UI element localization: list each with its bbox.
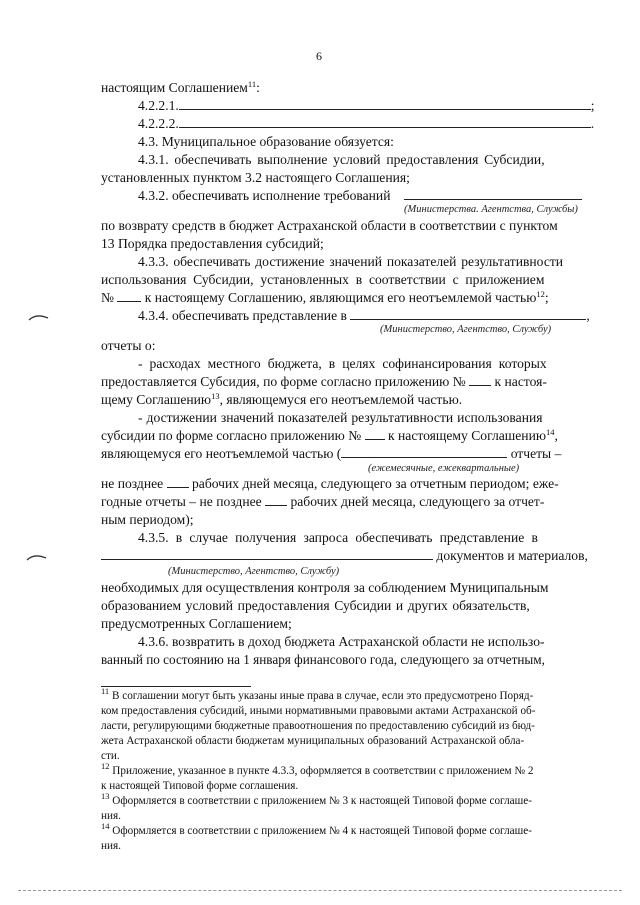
text-line [101,290,549,306]
text: 4.2.2.2. [138,116,179,131]
blank-field [350,308,586,320]
text-line: - достижении значений показателей результативности использования [138,410,543,425]
footnote-line: сти. [101,750,120,762]
footnote-ref: 14 [546,427,555,437]
text-line: 4.3.1. обеспечивать выполнение условий предоставления Субсидии, [138,152,545,167]
text: № [101,290,114,305]
footnote-text: Оформляется в соответствии с приложением № 4 к настоящей Типовой форме соглаше- [112,825,532,837]
text: отчеты – [510,446,562,461]
text: . [590,116,595,131]
scan-mark [28,312,50,322]
text: годные отчеты – не позднее [101,494,262,509]
text: рабочих дней месяца, следующего за отчет- [290,494,545,509]
text-line [101,80,260,96]
text: субсидии по форме согласно приложению № [101,428,362,443]
footnote-separator [101,686,251,687]
text: предоставляется Субсидия, по форме согласно приложению № [101,374,466,389]
text-line: 4.3.3. обеспечивать достижение значений показателей результативности [138,254,564,269]
field-caption: (Министерство, Агентство, Службу) [168,566,340,577]
footnote-line: жета Астраханской области бюджетам муниципальных образований Астраханской обла- [101,735,525,747]
text-line [101,494,544,510]
blank-field [179,98,591,110]
field-caption: (Министерства. Агентства, Службы) [404,204,578,215]
footnote-ref: 11 [247,79,257,89]
text-line: по возврату средств в бюджет Астраханской области в соответствии с пунктом [101,218,558,233]
footnote [101,821,532,838]
text-line: 4.3.5. в случае получения запроса обеспечивать представление в [138,530,538,545]
blank-field [365,428,385,440]
footnote-ref: 12 [536,289,545,299]
text: , являющемуся его неотъемлемой частью. [219,392,463,407]
text-line [101,374,547,390]
text-line: отчеты о: [101,338,156,353]
text: к настоя- [494,374,547,389]
text-line: ванный по состоянию на 1 января финансового года, следующего за отчетным, [101,652,545,667]
text: щему Соглашению [101,392,212,407]
text: документов и материалов, [436,548,588,563]
text: ; [590,98,595,113]
text: 4.3.2. обеспечивать исполнение требований [138,188,391,203]
text-line: 4.3. Муниципальное образование обязуется: [138,134,394,149]
text-line: ным периодом); [101,512,194,527]
blank-field [167,476,189,488]
blank-field [101,548,433,560]
text-line: предусмотренных Соглашением; [101,616,292,631]
scan-mark [26,552,48,562]
text: 4.3.4. обеспечивать представление в [138,308,347,323]
field-caption: (ежемесячные, ежеквартальные) [368,463,520,474]
footnote-text: В соглашении могут быть указаны иные права в случае, если это предусмотрено Поряд- [111,690,534,702]
footnote-line: ласти, регулирующими бюджетные правоотношения по предоставлению субсидий из бюд- [101,720,535,732]
text-line: необходимых для осуществления контроля за соблюдением Муниципальным [101,580,549,595]
blank-field [179,116,591,128]
field-caption: (Министерство, Агентство, Службу) [380,324,552,335]
footnote [101,686,534,703]
text: , [586,308,590,323]
text-line: образованием условий предоставления Субсидии и других обязательств, [101,598,530,613]
footnote-text: Приложение, указанное в пункте 4.3.3, оформляется в соответствии с приложением № 2 [112,765,534,777]
text-line [101,428,558,444]
text-line: установленных пунктом 3.2 настоящего Соглашения; [101,170,410,185]
text: рабочих дней месяца, следующего за отчетным периодом; еже- [191,476,559,491]
footnote [101,791,532,808]
text-line [138,188,582,204]
scan-edge-line [18,890,622,891]
blank-field [117,290,141,302]
footnote-line: к настоящей Типовой форме соглашения. [101,780,299,792]
text: ; [544,290,549,305]
text: являющемуся его неотъемлемой частью ( [101,446,342,461]
text: 4.2.2.1. [138,98,179,113]
text-line [101,476,559,492]
text: , [554,428,558,443]
footnote-line: ния. [101,810,121,822]
footnote-number: 12 [101,761,110,771]
footnote-line: ния. [101,840,121,852]
blank-field [404,188,582,200]
blank-field [341,446,507,458]
blank-field [265,494,287,506]
footnote-number: 11 [101,686,110,696]
text-line: - расходах местного бюджета, в целях софинансирования которых [138,356,547,371]
footnote [101,761,534,778]
text-line [138,98,595,114]
text: : [256,80,260,95]
text-line [101,392,462,408]
text: к настоящему Соглашению, являющимся его неотъемлемой частью [144,290,537,305]
footnote-text: Оформляется в соответствии с приложением № 3 к настоящей Типовой форме соглаше- [112,795,532,807]
blank-field [469,374,491,386]
text: настоящим Соглашением [101,80,248,95]
footnote-number: 14 [101,821,110,831]
text-line [138,308,590,324]
text-line [101,446,561,462]
footnote-line: ком предоставления субсидий, иными нормативными правовыми актами Астраханской об- [101,705,536,717]
footnote-number: 13 [101,791,110,801]
footnote-ref: 13 [211,391,220,401]
text-line [138,116,594,132]
text: к настоящему Соглашению [388,428,546,443]
text-line: использования Субсидии, установленных в соответствии с приложением [101,272,545,287]
text-line: 13 Порядка предоставления субсидий; [101,236,324,251]
text-line: 4.3.6. возвратить в доход бюджета Астраханской области не использо- [138,634,545,649]
page-number: 6 [316,49,322,63]
text: не позднее [101,476,164,491]
text-line [101,548,588,564]
